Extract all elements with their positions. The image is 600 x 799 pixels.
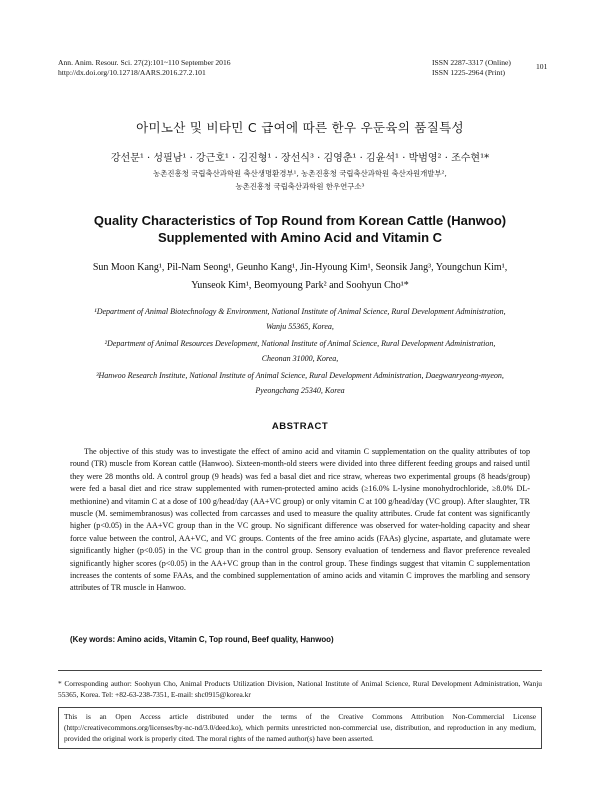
footnote-divider [58, 670, 542, 671]
english-affiliation2-line1: ²Department of Animal Resources Development, National Institute of Animal Science, Rural Development Administration, [104, 339, 496, 348]
english-title-line2: Supplemented with Amino Acid and Vitamin C [157, 230, 443, 245]
abstract-heading: ABSTRACT [271, 421, 329, 432]
issn-block [432, 58, 511, 78]
english-authors-line2: Yunseok Kim¹, Beomyoung Park² and Soohyun Cho¹* [191, 280, 409, 291]
english-affiliation3-line1: ³Hanwoo Research Institute, National Institute of Animal Science, Rural Development Administration, Daegwanryeong-myeon, [96, 371, 504, 380]
english-affiliation2-line2: Cheonan 31000, Korea, [261, 354, 339, 363]
korean-affiliation-line1: 농촌진흥청 국립축산과학원 축산생명환경부¹, 농촌진흥청 국립축산과학원 축산자원개발부², [153, 169, 447, 178]
english-affiliation3-line2: Pyeongchang 25340, Korea [255, 386, 345, 395]
korean-affiliation-line2: 농촌진흥청 국립축산과학원 한우연구소³ [235, 182, 365, 191]
corresponding-author-note: * Corresponding author: Soohyun Cho, Animal Products Utilization Division, National Institute of Animal Science, Rural Development Administration, Wanju 55365, Korea. Tel: +82-63-238-7351, E-mail: shc0915@korea.kr [58, 679, 542, 700]
issn-online: ISSN 2287-3317 (Online) [432, 58, 511, 67]
korean-title: 아미노산 및 비타민 C 급여에 따른 한우 우둔육의 품질특성 [136, 120, 464, 135]
keywords: (Key words: Amino acids, Vitamin C, Top round, Beef quality, Hanwoo) [70, 635, 334, 644]
english-authors-line1: Sun Moon Kang¹, Pil-Nam Seong¹, Geunho Kang¹, Jin-Hyoung Kim¹, Seonsik Jang³, Youngchun Kim¹, [92, 262, 508, 273]
english-affiliation1-line1: ¹Department of Animal Biotechnology & Environment, National Institute of Animal Science, Rural Development Administration, [94, 307, 506, 316]
journal-header [58, 58, 231, 78]
open-access-notice: This is an Open Access article distributed under the terms of the Creative Commons Attribution Non-Commercial License (http://creativecommons.org/licenses/by-nc-nd/3.0/deed.ko), which permits unrestricted non-commercial use, distribution, and reproduction in any medium, provided the original work is properly cited. The moral rights of the named author(s) have been asserted. [58, 707, 542, 749]
abstract-body: The objective of this study was to investigate the effect of amino acid and vitamin C supplementation on the quality attributes of top round (TR) muscle from Korean cattle (Hanwoo). Sixteen-month-old steers were divided into three different feeding groups and raised until they were 28 months old. A control group (9 heads) was fed a basal diet and rice straw, whereas two experimental groups (8 heads/group) were fed a basal diet and rice straw supplemented with rumen-protected amino acids (≥16.0% L-lysine monohydrochloride, ≥8.0% DL-methionine) and vitamin C at a dose of 100 g/head/day (AA+VC group) or only vitamin C at 100 g/head/day (VC group). After slaughter, TR muscle (M. semimembranosus) was collected from carcasses and used to measure the quality attributes. Crude fat content was significantly higher (p<0.05) in the AA+VC group than in the VC group. No significant difference was observed for water-holding capacity and shear force value between the control, AA+VC, and VC groups. Contents of the free amino acids (FAAs) glycine, aspartate, and glutamate were significantly higher (p<0.05) in the VC group than in the control group. Sensory evaluation of tenderness and flavor preference revealed significantly higher scores (p<0.05) in the AA+VC group than in the control group. These findings suggest that vitamin C supplementation increases the contents of some FAAs, and the combined supplementation of amino acids and vitamin C improves the marbling and sensory attributes of TR muscle in Hanwoo. [70, 447, 530, 593]
english-title-line1: Quality Characteristics of Top Round from Korean Cattle (Hanwoo) [93, 213, 507, 228]
doi-link[interactable]: http://dx.doi.org/10.12718/AARS.2016.27.2.101 [58, 68, 206, 77]
korean-authors: 강선문¹ · 성필남¹ · 강근호¹ · 김진형¹ · 장선식³ · 김영춘¹ · 김윤석¹ · 박범영² · 조수현¹* [110, 153, 490, 164]
journal-citation: Ann. Anim. Resour. Sci. 27(2):101~110 September 2016 [58, 58, 231, 67]
issn-print: ISSN 1225-2964 (Print) [432, 68, 505, 77]
page-number: 101 [536, 62, 548, 71]
english-affiliation1-line2: Wanju 55365, Korea, [266, 322, 334, 331]
